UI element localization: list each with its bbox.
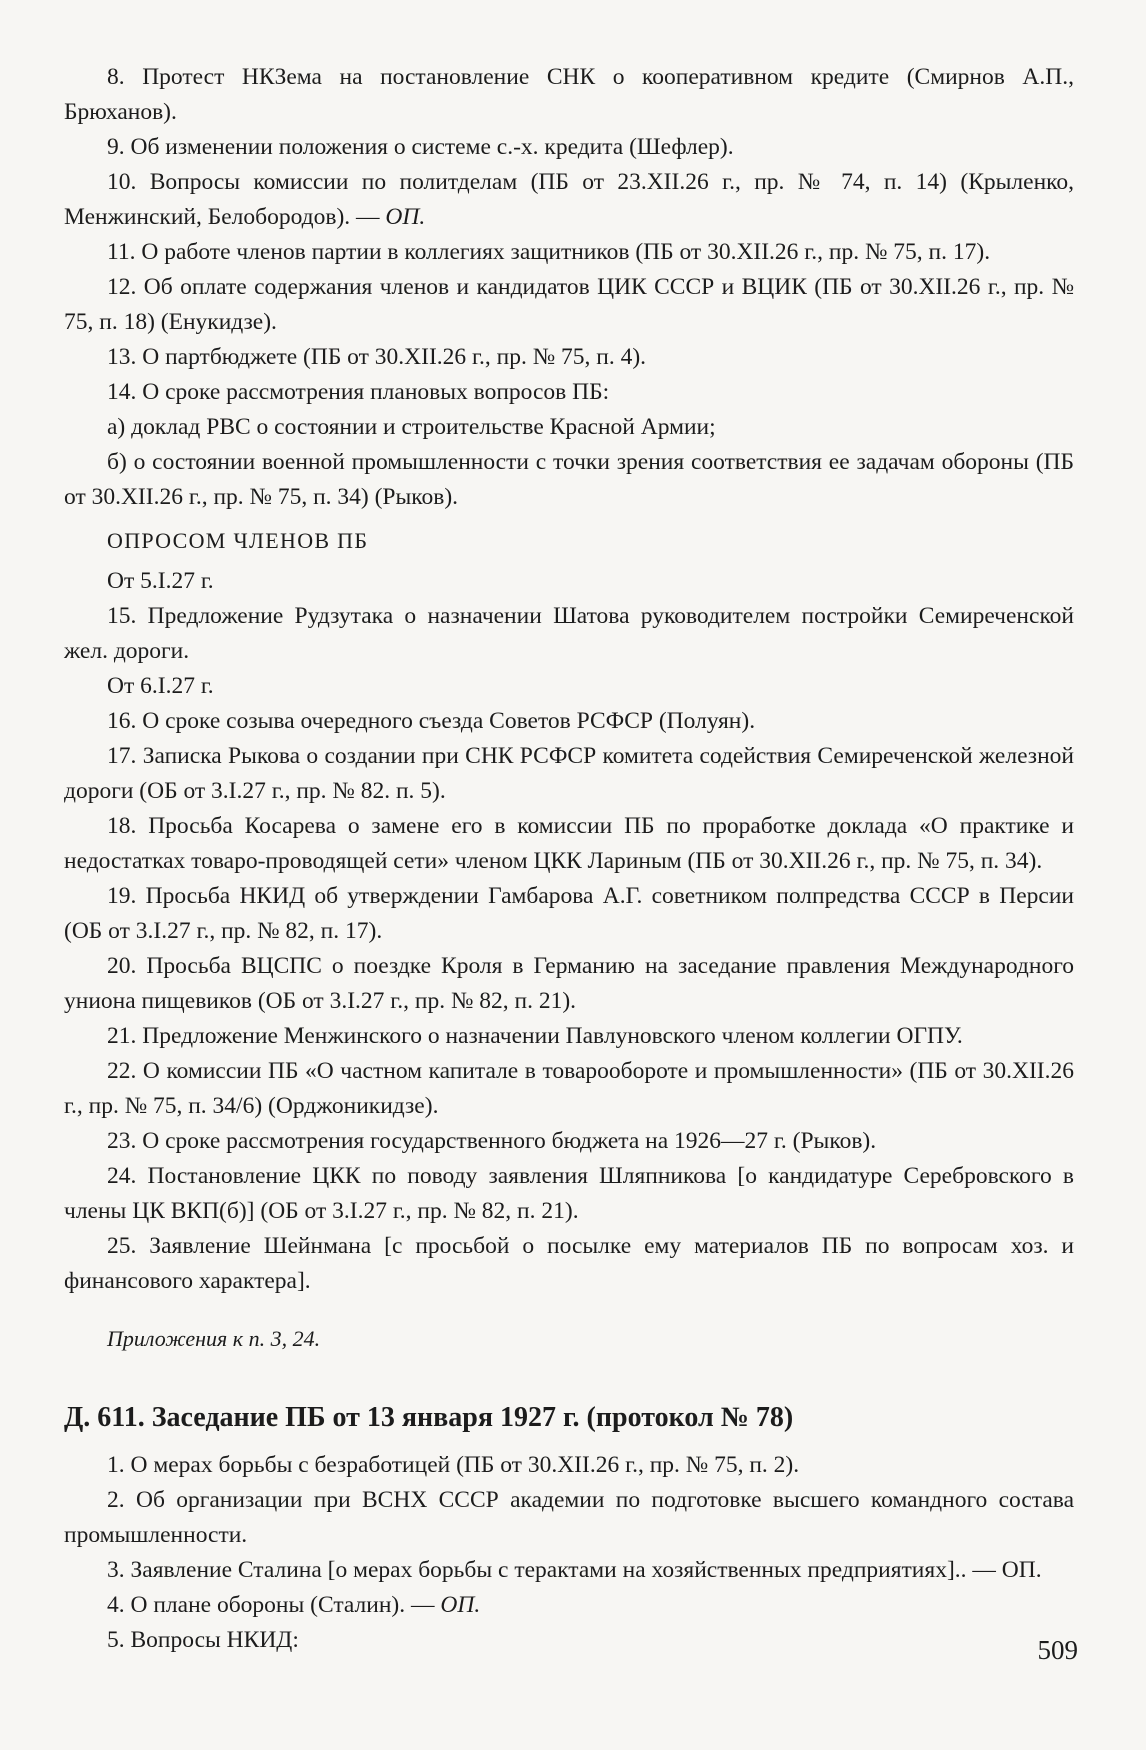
document-page (64, 60, 1074, 1658)
agenda-item-text: б) о состоянии военной промышленности с точки зрения соответствия ее задачам обороны (ПБ от 30.XII.26 г., пр. № 75, п. 34) (Рыков). (64, 449, 1074, 510)
appendix-note: Приложения к п. 3, 24. (107, 1326, 321, 1351)
agenda-item-text: 10. Вопросы комиссии по политделам (ПБ от 23.XII.26 г., пр. № 74, п. 14) (Крыленко, Менжинский, Белобородов). — (64, 169, 1074, 230)
agenda-item-text: 8. Протест НКЗема на постановление СНК о кооперативном кредите (Смирнов А.П., Брюханов). (64, 64, 1074, 125)
agenda-item-text: 14. О сроке рассмотрения плановых вопросов ПБ: (107, 379, 610, 405)
agenda-item-text: 9. Об изменении положения о системе с.-х. кредита (Шефлер). (107, 134, 734, 160)
agenda-item-note: ОП. (385, 204, 426, 230)
agenda-item: 23. О сроке рассмотрения государственного бюджета на 1926—27 г. (Рыков). (107, 1128, 877, 1154)
agenda-item: 21. Предложение Менжинского о назначении Павлуновского членом коллегии ОГПУ. (107, 1023, 963, 1049)
agenda-item (64, 60, 1074, 130)
agenda-item-text: 12. Об оплате содержания членов и кандидатов ЦИК СССР и ВЦИК (ПБ от 30.XII.26 г., пр. № 75, п. 18) (Енукидзе). (64, 274, 1074, 335)
agenda-item-text: 1. О мерах борьбы с безработицей (ПБ от 30.XII.26 г., пр. № 75, п. 2). (107, 1452, 800, 1478)
agenda-item (64, 1623, 1074, 1658)
agenda-item-text: 11. О работе членов партии в коллегиях защитников (ПБ от 30.XII.26 г., пр. № 75, п. 17). (107, 239, 991, 265)
agenda-list-bottom (64, 1448, 1074, 1658)
agenda-item (64, 340, 1074, 375)
agenda-item: 17. Записка Рыкова о создании при СНК РСФСР комитета содействия Семиреченской железной дороги (ОБ от 3.I.27 г., пр. № 82. п. 5). (64, 743, 1074, 804)
agenda-item (64, 1448, 1074, 1483)
agenda-item (64, 130, 1074, 165)
agenda-item: 18. Просьба Косарева о замене его в комиссии ПБ по проработке доклада «О практике и недостатках товаро-проводящей сети» членом ЦКК Лариным (ПБ от 30.XII.26 г., пр. № 75, п. 34). (64, 813, 1074, 874)
agenda-item: 15. Предложение Рудзутака о назначении Шатова руководителем постройки Семиреченской жел. дороги. (64, 603, 1074, 664)
agenda-item: 24. Постановление ЦКК по поводу заявления Шляпникова [о кандидатуре Серебровского в члены ЦК ВКП(б)] (ОБ от 3.I.27 г., пр. № 82, п. 21). (64, 1163, 1074, 1224)
agenda-item-text: 5. Вопросы НКИД: (107, 1627, 299, 1653)
agenda-item: 25. Заявление Шейнмана [с просьбой о посылке ему материалов ПБ по вопросам хоз. и финансового характера]. (64, 1233, 1074, 1294)
agenda-item (64, 445, 1074, 515)
agenda-item (64, 270, 1074, 340)
agenda-list-middle (64, 704, 1074, 1299)
agenda-item-text: 13. О партбюджете (ПБ от 30.XII.26 г., пр. № 75, п. 4). (107, 344, 647, 370)
document-heading: Д. 611. Заседание ПБ от 13 января 1927 г. (протокол № 78) (64, 1402, 794, 1433)
agenda-item-text: 3. Заявление Сталина [о мерах борьбы с терактами на хозяйственных предприятиях].. — ОП. (107, 1557, 1042, 1583)
agenda-item-text: а) доклад РВС о состоянии и строительстве Красной Армии; (107, 414, 716, 440)
agenda-item (64, 1483, 1074, 1553)
agenda-item-text: 2. Об организации при ВСНХ СССР академии по подготовке высшего командного состава промышленности. (64, 1487, 1074, 1548)
agenda-item (64, 375, 1074, 410)
agenda-item: 16. О сроке созыва очередного съезда Советов РСФСР (Полуян). (107, 708, 756, 734)
section-subheading: ОПРОСОМ ЧЛЕНОВ ПБ (107, 528, 369, 553)
agenda-item: 19. Просьба НКИД об утверждении Гамбарова А.Г. советником полпредства СССР в Персии (ОБ от 3.I.27 г., пр. № 82, п. 17). (64, 883, 1074, 944)
agenda-item: 22. О комиссии ПБ «О частном капитале в товарообороте и промышленности» (ПБ от 30.XII.26 г., пр. № 75, п. 34/6) (Орджоникидзе). (64, 1058, 1074, 1119)
agenda-item-text: 4. О плане обороны (Сталин). — (107, 1592, 441, 1618)
agenda-item-note: ОП. (440, 1592, 481, 1618)
date-line: От 5.I.27 г. (107, 568, 214, 594)
agenda-item: 20. Просьба ВЦСПС о поездке Кроля в Германию на заседание правления Международного униона пищевиков (ОБ от 3.I.27 г., пр. № 82, п. 21). (64, 953, 1074, 1014)
agenda-item (64, 1588, 1074, 1623)
date-line: От 6.I.27 г. (107, 673, 214, 699)
agenda-list-top (64, 60, 1074, 515)
agenda-item (64, 1553, 1074, 1588)
page-number: 509 (1037, 1635, 1078, 1665)
agenda-item (64, 410, 1074, 445)
agenda-item (64, 235, 1074, 270)
agenda-item (64, 165, 1074, 235)
